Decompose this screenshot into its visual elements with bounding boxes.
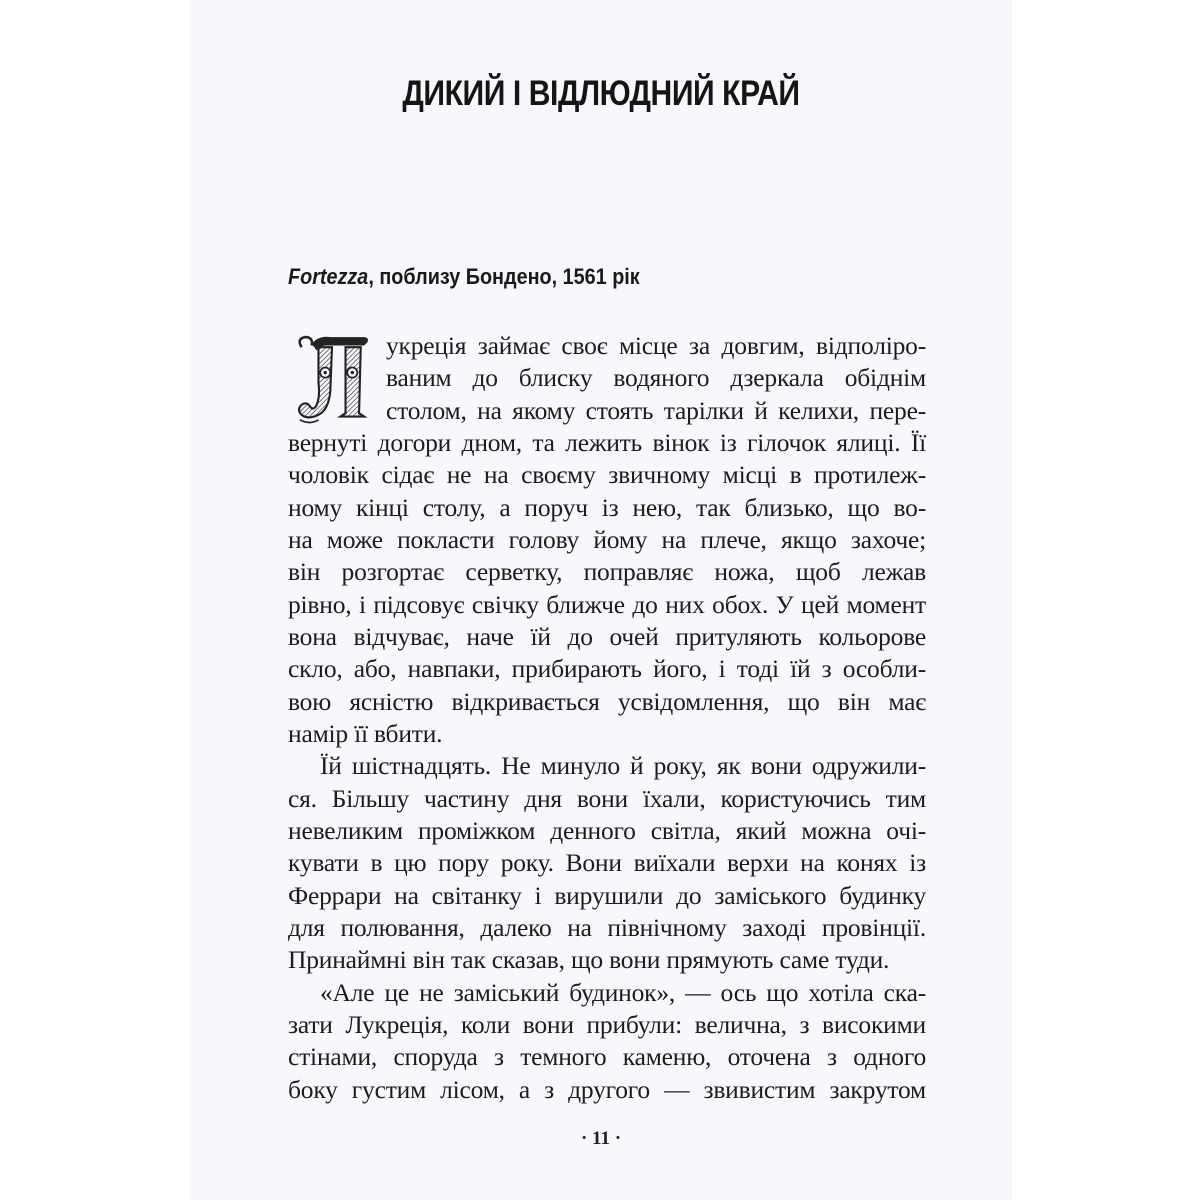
location-italic: Fortezza <box>288 264 369 289</box>
text-line: боку густим лісом, а з другого — звивистим закрутом <box>288 1074 926 1104</box>
text-line: столом, на якому стоять тарілки й келихи, пере- <box>386 395 926 425</box>
text-line: скло, або, навпаки, прибирають його, і тоді їй з особли- <box>288 654 926 684</box>
book-page <box>190 0 1012 1200</box>
text-line: ся. Більшу частину дня вони їхали, користуючись тим <box>288 783 926 813</box>
text-line: вою ясністю відкривається усвідомлення, що він має <box>288 686 926 716</box>
text-line: вона відчуває, наче їй до очей притуляють кольорове <box>288 622 926 651</box>
chapter-location <box>288 264 640 290</box>
text-line: ваним до блиску водяного дзеркала обіднім <box>386 363 926 393</box>
text-line: вернуті догори дном, та лежить вінок із гілочок ялиці. Її <box>288 428 926 457</box>
text-line: Феррари на світанку і вирушили до заміського будинку <box>288 880 926 910</box>
text-line: чоловік сідає не на своєму звичному місці в протилеж- <box>288 460 926 490</box>
page-number: · 11 · <box>580 1128 622 1149</box>
text-line: на може покласти голову йому на плече, якщо захоче; <box>288 525 926 554</box>
text-line: він розгортає серветку, поправляє ножа, щоб лежав <box>288 557 926 587</box>
text-line: невеликим проміжком денного світла, який можна очі- <box>288 816 926 845</box>
location-rest: , поблизу Бондено, 1561 рік <box>368 264 640 289</box>
text-line: для полювання, далеко на північному заході провінції. <box>288 913 926 942</box>
text-line: Їй шістнадцять. Не минуло й року, як вони одружили- <box>320 751 926 781</box>
chapter-title: ДИКИЙ І ВІДЛЮДНИЙ КРАЙ <box>402 74 800 113</box>
text-line: Принаймні він так сказав, що вони прямують саме туди. <box>288 945 890 975</box>
text-line: зати Лукреція, коли вони прибули: велична, з високими <box>288 1010 926 1039</box>
text-line: «Але це не заміський будинок», — ось що хотіла ска- <box>320 977 926 1007</box>
text-line: ному кінці столу, а поруч із нею, так близько, що во- <box>288 492 926 522</box>
text-line: стінами, споруда з темного каменю, оточена з одного <box>288 1042 926 1072</box>
text-line: кувати в цю пору року. Вони виїхали верхи на конях із <box>288 848 926 878</box>
text-line: намір її вбити. <box>288 719 443 748</box>
drop-cap-ornament <box>286 332 378 425</box>
text-line: рівно, і підсовує свічку ближче до них обох. У цей момент <box>288 589 926 619</box>
text-line: укреція займає своє місце за довгим, відполіро- <box>386 331 926 360</box>
